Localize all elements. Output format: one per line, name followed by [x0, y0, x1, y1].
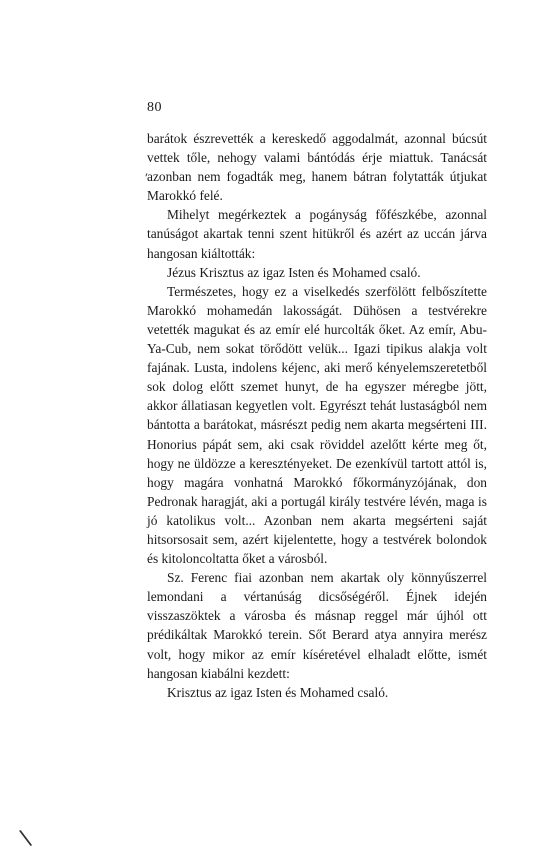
page-number: 80 [147, 100, 162, 115]
quoted-exclamation: Jézus Krisztus az igaz Isten és Mohamed csaló. [167, 264, 421, 280]
quoted-exclamation: Krisztus az igaz Isten és Mohamed csaló. [167, 684, 389, 700]
pencil-slash-mark: \ [17, 825, 34, 852]
paragraph: Mihelyt megérkeztek a pogányság főfészkébe, azonnal tanúságot akartak tenni szent hitükről és azért az uccán járva hangosan kiáltották: [147, 207, 487, 261]
pencil-tick-mark: ʹ [142, 171, 149, 187]
paragraph: Természetes, hogy ez a viselkedés szerfölött felbőszítette Marokkó mohamedán lakosságát. Dühösen a testvérekre vetették magukat és az emír elé hurcolták őket. Az emír, Abu-Ya-Cub, nem sokat törődött velük... Igazi tipikus alakja volt fajának. Lusta, indolens kéjenc, aki merő kényelemszeretetből sok dolog előtt szemet hunyt, de ha egyszer méregbe jött, akkor állatiasan kegyetlen volt. Egyrészt tehát lustaságból nem bántotta a barátokat, másrészt pedig nem akarta megsérteni III. Honorius pápát sem, aki csak röviddel azelőtt kérte meg őt, hogy ne üldözze a keresztényeket. De ezenkívül tartott attól is, hogy magára vonhatná Marokkó főkormányzójának, don Pedronak haragját, aki a portugál király testvére lévén, maga is jó katolikus volt... Azonban nem akarta megsérteni saját hitsorsosait sem, azért kijelentette, hogy a testvérek bolondok és kitoloncoltatta őket a városból. [147, 283, 487, 567]
body-text [147, 129, 487, 702]
paragraph: barátok észrevették a kereskedő aggodalmát, azonnal búcsút vettek tőle, nehogy valami bántódás érje miattuk. Tanácsát azonban nem fogadták meg, hanem bátran folytatták útjukat Marokkó felé. [147, 131, 487, 204]
paragraph: Sz. Ferenc fiai azonban nem akartak oly könnyűszerrel lemondani a vértanúság dicsőségéről. Éjnek idején visszaszöktek a városba és másnap reggel már újhól ott prédikáltak Marokkó terein. Sőt Berard atya annyira merész volt, hogy mikor az emír kíséretével elhaladt előtte, ismét hangosan kiabálni kezdett: [147, 570, 487, 681]
